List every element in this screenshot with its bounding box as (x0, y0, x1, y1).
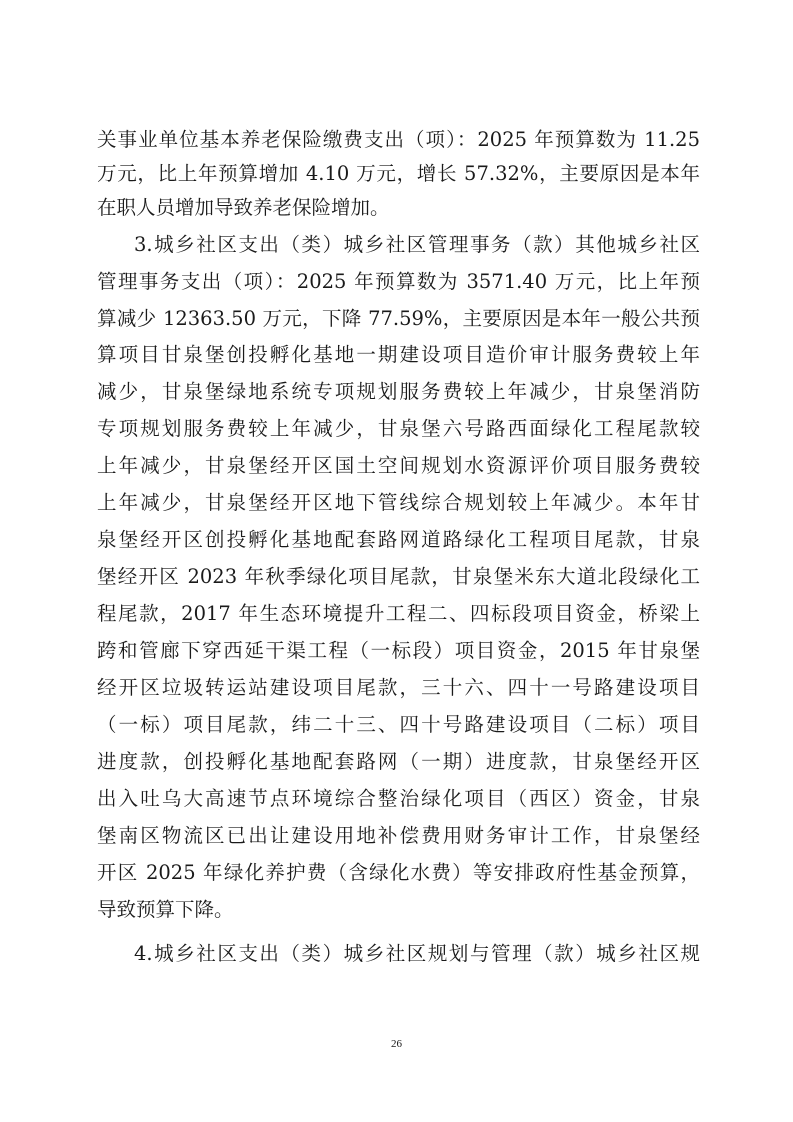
text-line: 上年减少，甘泉堡经开区国土空间规划水资源评价项目服务费较 (97, 454, 700, 477)
text-line: 出入吐乌大高速节点环境综合整治绿化项目（西区）资金，甘泉 (97, 787, 700, 810)
text-line: 泉堡经开区创投孵化基地配套路网道路绿化工程项目尾款，甘泉 (97, 528, 700, 551)
text-line: 经开区垃圾转运站建设项目尾款，三十六、四十一号路建设项目 (97, 676, 700, 699)
text-line: 导致预算下降。 (97, 898, 234, 921)
text-line: （一标）项目尾款，纬二十三、四十号路建设项目（二标）项目 (97, 713, 700, 736)
text-line: 程尾款，2017 年生态环境提升工程二、四标段项目资金，桥梁上 (97, 602, 700, 625)
text-line: 管理事务支出（项）：2025 年预算数为 3571.40 万元，比上年预 (97, 270, 700, 293)
text-line: 关事业单位基本养老保险缴费支出（项）：2025 年预算数为 11.25 (97, 128, 700, 151)
text-line: 万元，比上年预算增加 4.10 万元，增长 57.32%，主要原因是本年 (97, 162, 700, 185)
text-line: 进度款，创投孵化基地配套路网（一期）进度款，甘泉堡经开区 (97, 750, 700, 773)
text-line: 算减少 12363.50 万元，下降 77.59%，主要原因是本年一般公共预 (97, 307, 700, 330)
text-line: 堡南区物流区已出让建设用地补偿费用财务审计工作，甘泉堡经 (97, 824, 700, 847)
text-line: 3.城乡社区支出（类）城乡社区管理事务（款）其他城乡社区 (134, 233, 700, 256)
text-line: 堡经开区 2023 年秋季绿化项目尾款，甘泉堡米东大道北段绿化工 (97, 565, 700, 588)
text-line: 算项目甘泉堡创投孵化基地一期建设项目造价审计服务费较上年 (97, 343, 700, 366)
page-number: 26 (391, 1038, 402, 1050)
text-line: 减少，甘泉堡绿地系统专项规划服务费较上年减少，甘泉堡消防 (97, 380, 700, 403)
text-line: 跨和管廊下穿西延干渠工程（一标段）项目资金，2015 年甘泉堡 (97, 639, 700, 662)
text-line: 4.城乡社区支出（类）城乡社区规划与管理（款）城乡社区规 (134, 942, 700, 965)
text-line: 上年减少，甘泉堡经开区地下管线综合规划较上年减少。本年甘 (97, 491, 700, 514)
text-line: 在职人员增加导致养老保险增加。 (97, 196, 390, 219)
text-line: 开区 2025 年绿化养护费（含绿化水费）等安排政府性基金预算， (97, 861, 700, 884)
text-line: 专项规划服务费较上年减少，甘泉堡六号路西面绿化工程尾款较 (97, 417, 700, 440)
